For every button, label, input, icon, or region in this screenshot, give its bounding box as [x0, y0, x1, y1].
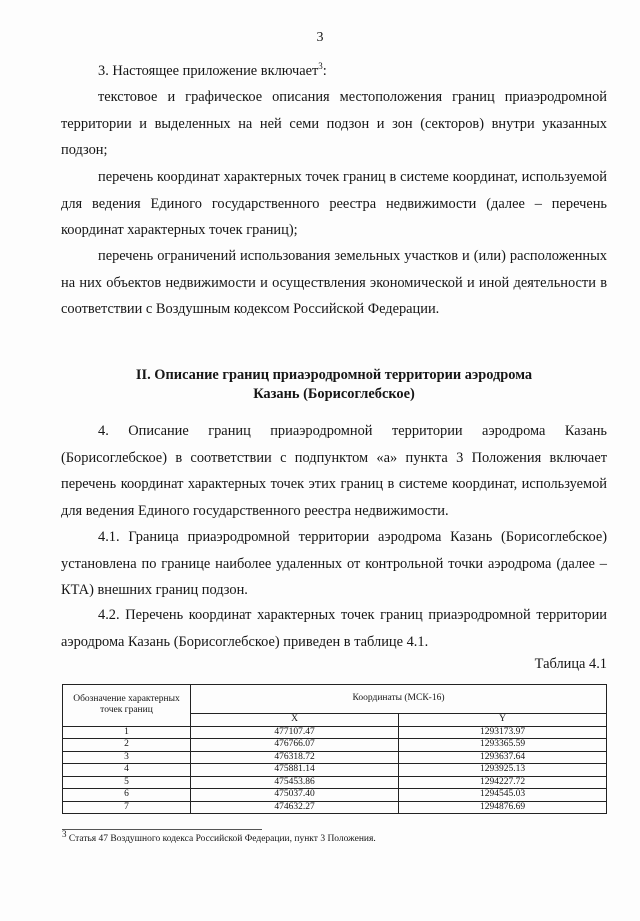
point-number: 5 [63, 776, 191, 789]
coord-y: 1293637.64 [399, 751, 607, 764]
coord-x: 476766.07 [191, 739, 399, 752]
coord-x: 475453.86 [191, 776, 399, 789]
paragraph-3-colon: : [322, 63, 327, 79]
coord-x: 477107.47 [191, 726, 399, 739]
point-number: 7 [63, 801, 191, 814]
paragraph-4-2: 4.2. Перечень координат характерных точек границ приаэродромной территории аэродрома Казань (Борисоглебское) приведен в таблице 4.1. [61, 607, 607, 650]
point-number: 4 [63, 764, 191, 777]
point-number: 2 [63, 739, 191, 752]
point-number: 1 [63, 726, 191, 739]
coord-y: 1294545.03 [399, 789, 607, 802]
table-row [63, 776, 607, 789]
header-coordinates: Координаты (МСК-16) [191, 685, 607, 714]
footnote-mark: 3 [62, 829, 67, 839]
table-row [63, 764, 607, 777]
section-heading-line1: II. Описание границ приаэродромной территории аэродрома [135, 367, 533, 383]
paragraph-restrictions-list: перечень ограничений использования земельных участков и (или) расположенных на них объектов недвижимости и осуществления экономической и иной деятельности в соответствии с Воздушным кодексом Российской Федерации. [61, 248, 607, 317]
section-heading-line2: Казань (Борисоглебское) [253, 386, 415, 402]
paragraph-4-1: 4.1. Граница приаэродромной территории аэродрома Казань (Борисоглебское) установлена по границе наиболее удаленных от контрольной точки аэродрома (далее – КТА) внешних границ подзон. [61, 529, 607, 598]
footnote-separator [62, 829, 262, 830]
section-heading [61, 366, 607, 404]
footnote-ref: 3 [318, 61, 323, 72]
coord-y: 1293173.97 [399, 726, 607, 739]
paragraph-description: текстовое и графическое описания местоположения границ приаэродромной территории и выделенных на ней семи подзон и зон (секторов) внутри указанных подзон; [61, 89, 607, 158]
header-y: Y [399, 714, 607, 727]
paragraph-coordinates-list: перечень координат характерных точек границ в системе координат, используемой для ведения Единого государственного реестра недвижимости (далее – перечень координат характерных точек границ); [61, 169, 607, 238]
coord-x: 474632.27 [191, 801, 399, 814]
point-number: 6 [63, 789, 191, 802]
paragraph-3-text: 3. Настоящее приложение включает [98, 63, 319, 79]
coord-y: 1294227.72 [399, 776, 607, 789]
table-row [63, 801, 607, 814]
table-row [63, 739, 607, 752]
table-caption: Таблица 4.1 [534, 656, 607, 672]
coord-x: 475881.14 [191, 764, 399, 777]
header-x: X [191, 714, 399, 727]
table-row [63, 789, 607, 802]
coord-y: 1294876.69 [399, 801, 607, 814]
coord-x: 476318.72 [191, 751, 399, 764]
coord-y: 1293925.13 [399, 764, 607, 777]
footnote-text: Статья 47 Воздушного кодекса Российской Федерации, пункт 3 Положения. [68, 834, 376, 845]
footnote [62, 829, 376, 845]
coord-y: 1293365.59 [399, 739, 607, 752]
header-points: Обозначение характерных точек границ [63, 685, 191, 727]
coordinates-table [62, 684, 607, 814]
table-row [63, 726, 607, 739]
coord-x: 475037.40 [191, 789, 399, 802]
table-row [63, 751, 607, 764]
paragraph-4: 4. Описание границ приаэродромной территории аэродрома Казань (Борисоглебское) в соответствии с подпунктом «а» пункта 3 Положения включает перечень координат характерных точек этих границ в системе координат, используемой для ведения Единого государственного реестра недвижимости. [61, 423, 607, 519]
point-number: 3 [63, 751, 191, 764]
paragraph-3 [61, 58, 607, 85]
page-number: 3 [316, 30, 324, 45]
